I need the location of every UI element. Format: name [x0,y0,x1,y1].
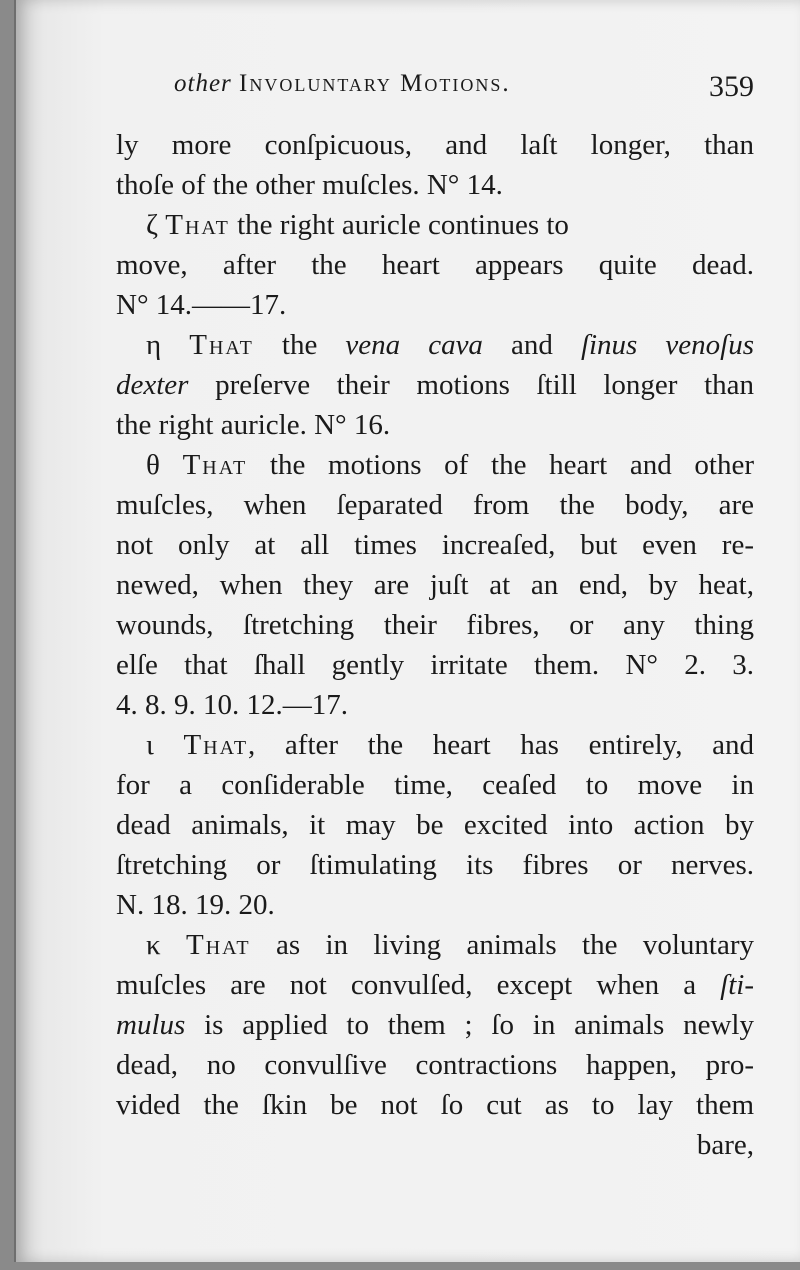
text-line [116,565,754,605]
text-segment: move, after the heart appears quite dead. [116,249,754,281]
text-segment: κ [146,929,186,961]
text-line [116,285,754,325]
book-page [14,0,800,1262]
text-line [116,685,754,725]
running-head-italic: other [174,70,232,97]
text-segment: That [189,329,254,361]
text-segment: elſe that ſhall gently irritate them. N° 2. 3. [116,649,754,681]
text-segment: θ [146,449,183,481]
text-line [116,165,754,205]
page-header [174,70,764,110]
text-segment: That [165,209,230,241]
text-segment: ſtretching or ſtimulating its fibres or nerves. [116,849,754,881]
text-line [116,605,754,645]
text-segment: mulus [116,1009,186,1041]
text-segment: ζ [146,209,166,241]
text-line [116,485,754,525]
text-segment: vided the ſkin be not ſo cut as to lay them [116,1089,754,1121]
text-segment: the [253,329,346,361]
text-line [116,125,754,165]
text-line [116,1125,754,1165]
text-segment: N° 14.——17. [116,289,287,321]
text-segment: ſinus venoſus [580,329,754,361]
text-line [116,725,754,765]
text-segment: dead, no convulſive contractions happen, pro- [116,1049,754,1081]
text-line [116,965,754,1005]
text-segment: is applied to them ; ſo in animals newly [185,1009,754,1041]
page-gutter [14,0,16,1262]
running-head-title: Involuntary Motions. [239,70,511,97]
text-segment: thoſe of the other muſcles. N° 14. [116,169,503,201]
body-text [116,125,754,1165]
text-segment: for a conſiderable time, ceaſed to move in [116,769,754,801]
text-line [116,365,754,405]
text-line [116,525,754,565]
text-segment: bare, [696,1129,754,1161]
text-line [116,845,754,885]
text-segment: the right auricle continues to [229,209,569,241]
text-segment: That [182,449,248,481]
text-segment: dexter [116,369,189,401]
text-line [116,405,754,445]
text-line [116,765,754,805]
text-segment: ι [146,729,184,761]
text-line [116,805,754,845]
running-head [174,70,511,98]
text-segment: , after the heart has entirely, and [248,729,754,761]
text-segment: wounds, ſtretching their fibres, or any thing [116,609,754,641]
text-segment: vena cava [345,329,483,361]
text-segment: N. 18. 19. 20. [116,889,275,921]
text-line [116,925,754,965]
text-line [116,1045,754,1085]
text-segment: the right auricle. N° 16. [116,409,391,441]
text-segment: preſerve their motions ſtill longer than [188,369,754,401]
text-segment: the motions of the heart and other [247,449,754,481]
text-segment: muſcles are not convulſed, except when a [116,969,721,1001]
text-segment: and [482,329,581,361]
text-segment: That [185,929,251,961]
text-line [116,445,754,485]
text-segment: That [183,729,249,761]
text-segment: 4. 8. 9. 10. 12.—17. [116,689,348,721]
text-line [116,645,754,685]
page-number: 359 [709,70,754,103]
text-segment: not only at all times increaſed, but even re- [116,529,754,561]
text-segment: as in living animals the voluntary [250,929,754,961]
text-segment: muſcles, when ſeparated from the body, are [116,489,754,521]
text-line [116,325,754,365]
text-line [116,205,754,245]
text-segment: ſti- [720,969,754,1001]
text-line [116,1085,754,1125]
text-line [116,245,754,285]
text-segment: η [146,329,190,361]
text-line [116,885,754,925]
text-segment: newed, when they are juſt at an end, by heat, [116,569,754,601]
text-line [116,1005,754,1045]
text-segment: dead animals, it may be excited into action by [116,809,754,841]
text-segment: ly more conſpicuous, and laſt longer, than [116,129,754,161]
